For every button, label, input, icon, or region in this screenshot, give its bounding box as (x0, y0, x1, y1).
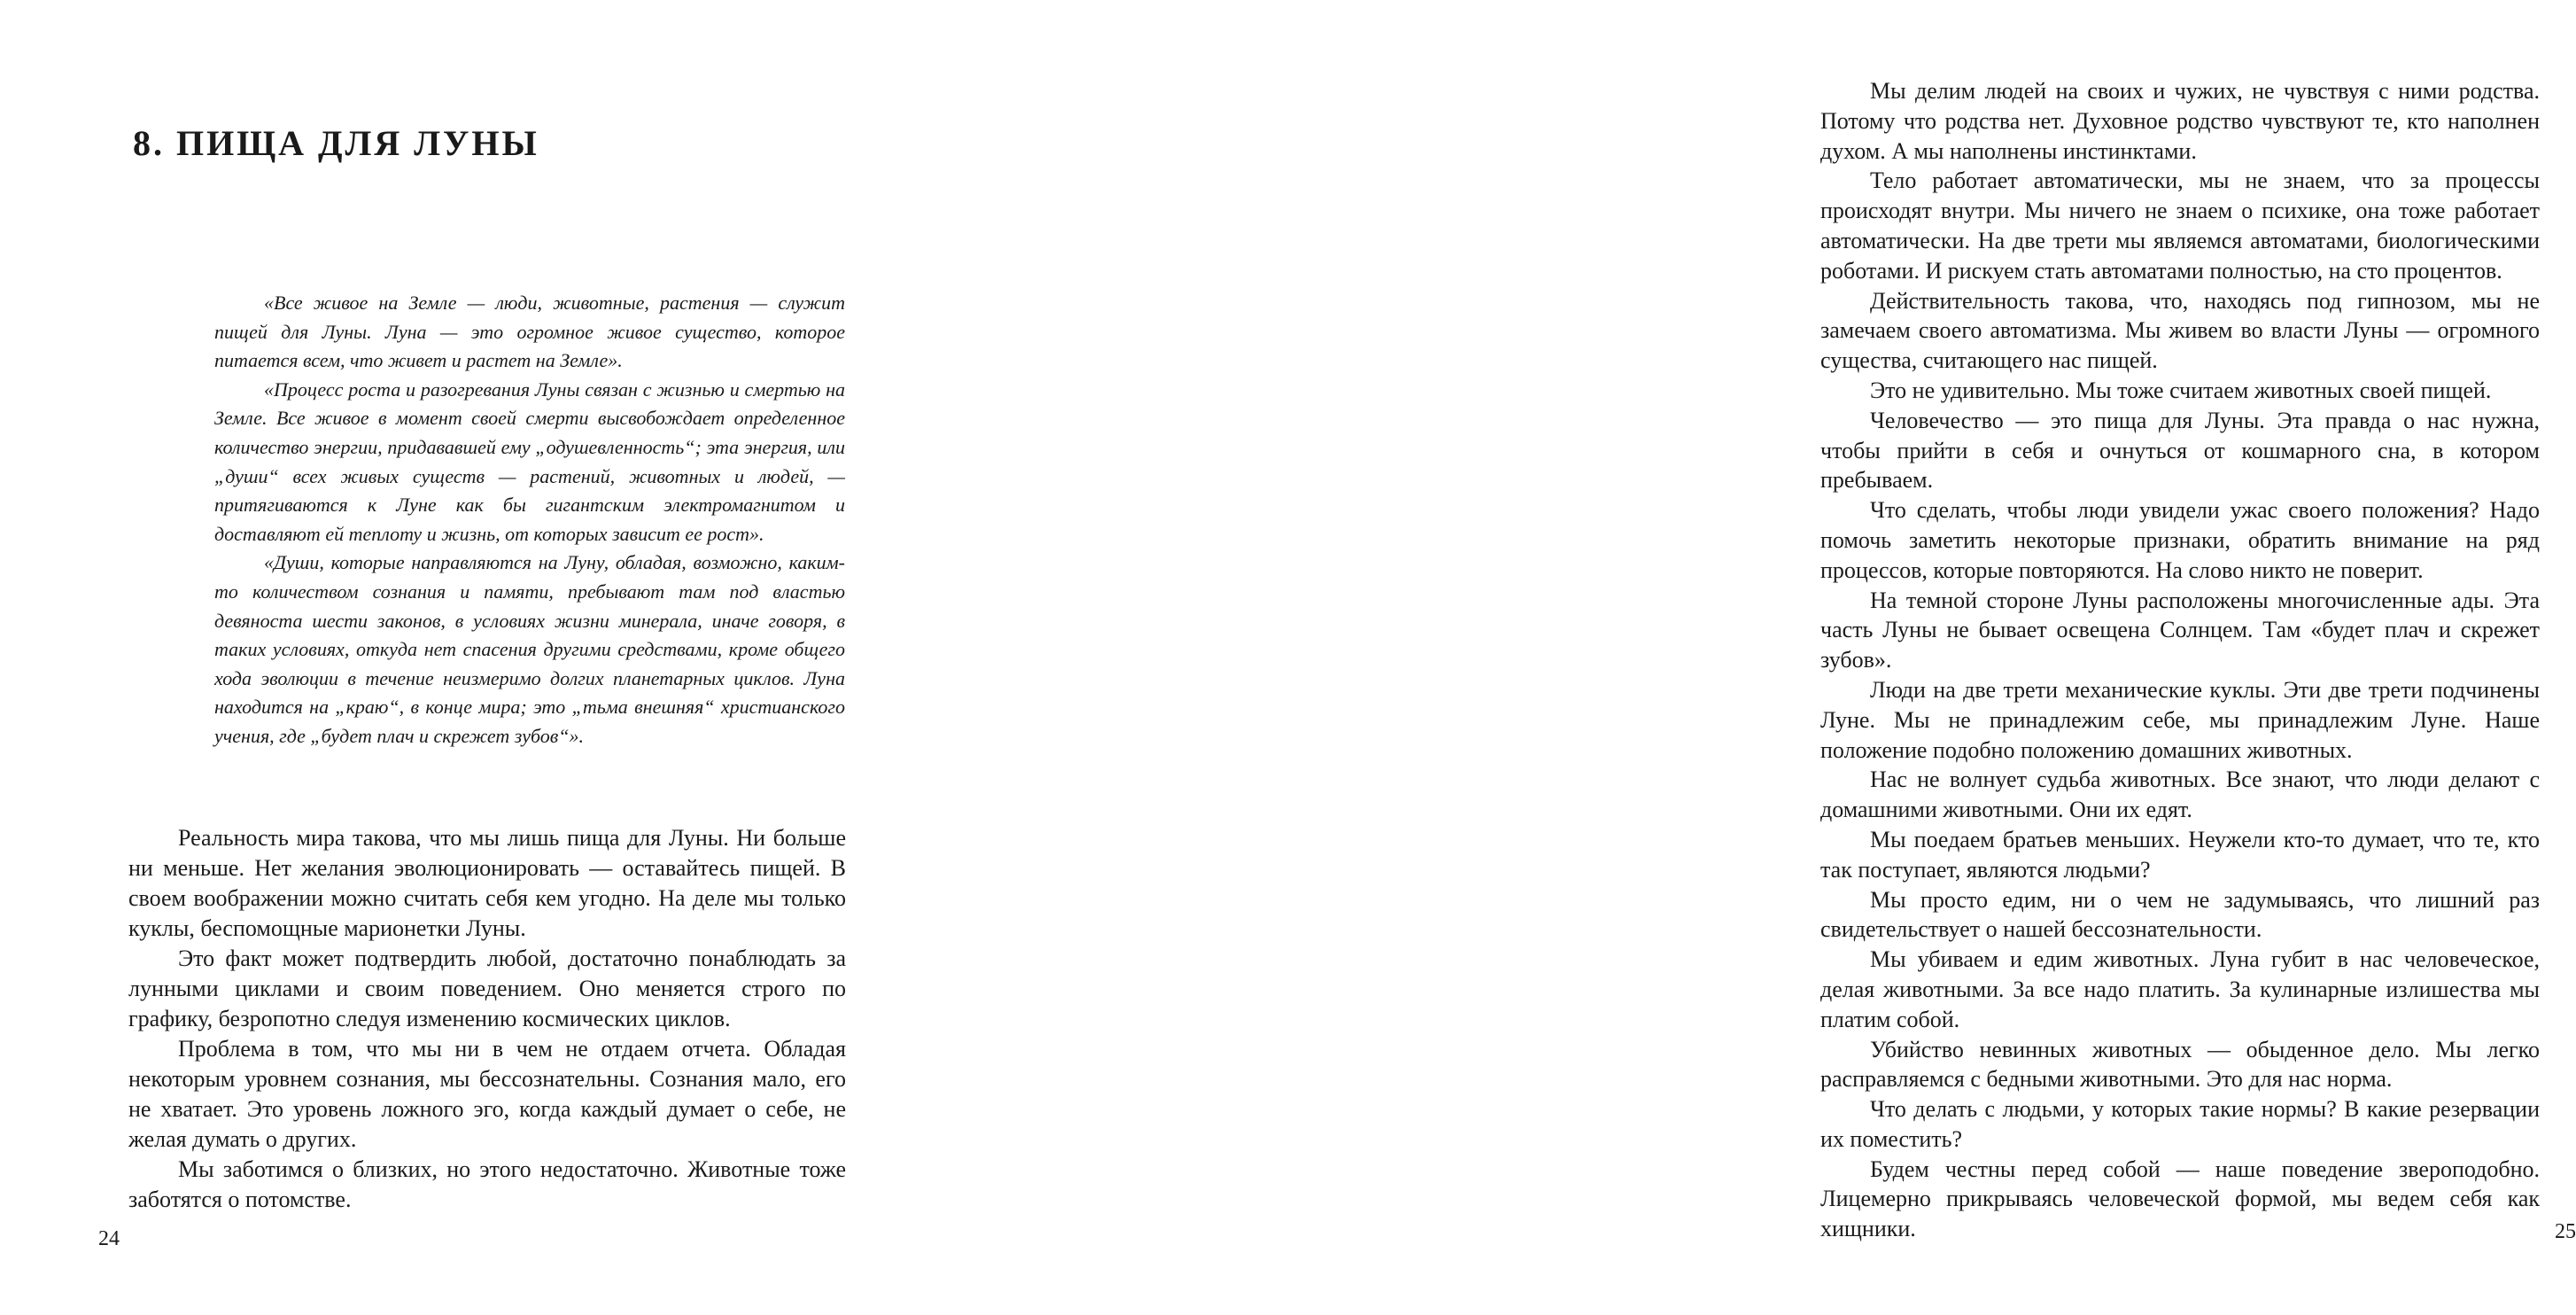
paragraph: Что сделать, чтобы люди увидели ужас своего положения? Надо помочь заметить некоторые признаки, обратить внимание на ряд процессов, которые повторяются. На слово никто не поверит. (1820, 497, 2540, 583)
paragraph: Тело работает автоматически, мы не знаем, что за процессы происходят внутри. Мы ничего не знаем о психике, она тоже работает автоматически. На две трети мы являемся автоматами, биологическими роботами. И рискуем стать автоматами полностью, на сто процентов. (1820, 167, 2540, 284)
paragraph: Убийство невинных животных — обыденное дело. Мы легко расправляемся с бедными животными. Это для нас норма. (1820, 1036, 2540, 1093)
page-number-left: 24 (98, 1227, 120, 1250)
epigraph (214, 289, 845, 751)
chapter-title: 8. ПИЩА ДЛЯ ЛУНЫ (133, 123, 539, 163)
epigraph-paragraph: «Души, которые направляются на Луну, обладая, возможно, каким-то количеством сознания и памяти, пребывают там под властью девяноста шести законов, в условиях жизни минерала, иначе говоря, в таких условиях, откуда нет спасения другими средствами, кроме общего хода эволюции в течение неизмеримо долгих планетарных циклов. Луна находится на „краю“, в конце мира; это „тьма внешняя“ христианского учения, где „будет плач и скрежет зубов“». (214, 551, 845, 747)
paragraph: Проблема в том, что мы ни в чем не отдаем отчета. Обладая некоторым уровнем сознания, мы бессознательны. Сознания мало, его не хватает. Это уровень ложного эго, когда каждый думает о себе, не желая думать о других. (128, 1036, 846, 1152)
paragraph: Мы поедаем братьев меньших. Неужели кто-то думает, что те, кто так поступает, являются людьми? (1820, 826, 2540, 883)
paragraph: Мы просто едим, ни о чем не задумываясь, что лишний раз свидетельствует о нашей бессознательности. (1820, 886, 2540, 943)
paragraph: Это не удивительно. Мы тоже считаем животных своей пищей. (1870, 377, 2492, 403)
paragraph: На темной стороне Луны расположены многочисленные ады. Эта часть Луны не бывает освещена Солнцем. Там «будет плач и скрежет зубов». (1820, 587, 2540, 673)
paragraph: Реальность мира такова, что мы лишь пища для Луны. Ни больше ни меньше. Нет желания эволюционировать — оставайтесь пищей. В своем воображении можно считать себя кем угодно. На деле мы только куклы, беспомощные марионетки Луны. (128, 825, 846, 941)
paragraph: Люди на две трети механические куклы. Эти две трети подчинены Луне. Мы не принадлежим себе, мы принадлежим Луне. Наше положение подобно положению домашних животных. (1820, 676, 2540, 763)
left-page (0, 0, 886, 1315)
paragraph: Нас не волнует судьба животных. Все знают, что люди делают с домашними животными. Они их едят. (1820, 766, 2540, 823)
epigraph-paragraph: «Процесс роста и разогревания Луны связан с жизнью и смертью на Земле. Все живое в момент своей смерти высвобождает определенное количество энергии, придававшей ему „одушевленность“; эта энергия, или „души“ всех живых существ — растений, животных и людей, — притягиваются к Луне как бы гигантским электромагнитом и доставляют ей теплоту и жизнь, от которых зависит ее рост». (214, 377, 845, 545)
paragraph: Мы убиваем и едим животных. Луна губит в нас человеческое, делая животными. За все надо платить. За кулинарные излишества мы платим собой. (1820, 946, 2540, 1032)
paragraph: Что делать с людьми, у которых такие нормы? В какие резервации их поместить? (1820, 1096, 2540, 1152)
right-body-text (1820, 76, 2540, 1244)
paragraph: Мы делим людей на своих и чужих, не чувствуя с ними родства. Потому что родства нет. Духовное родство чувствуют те, кто наполнен духом. А мы наполнены инстинктами. (1820, 78, 2540, 164)
page-number-right: 25 (2555, 1220, 2576, 1243)
paragraph: Мы заботимся о близких, но этого недостаточно. Животные тоже заботятся о потомстве. (128, 1156, 846, 1212)
right-page (886, 0, 2576, 1315)
paragraph: Будем честны перед собой — наше поведение звероподобно. Лицемерно прикрываясь человеческой формой, мы ведем себя как хищники. (1820, 1155, 2540, 1242)
paragraph: Человечество — это пища для Луны. Эта правда о нас нужна, чтобы прийти в себя и очнуться от кошмарного сна, в котором пребываем. (1820, 407, 2540, 494)
epigraph-paragraph: «Все живое на Земле — люди, животные, растения — служит пищей для Луны. Луна — это огромное живое существо, которое питается всем, что живет и растет на Земле». (214, 292, 845, 372)
paragraph: Действительность такова, что, находясь под гипнозом, мы не замечаем своего автоматизма. Мы живем во власти Луны — огромного существа, считающего нас пищей. (1820, 287, 2540, 374)
left-body-text (128, 823, 846, 1215)
paragraph: Это факт может подтвердить любой, достаточно понаблюдать за лунными циклами и своим поведением. Оно меняется строго по графику, безропотно следуя изменению космических циклов. (128, 945, 846, 1031)
